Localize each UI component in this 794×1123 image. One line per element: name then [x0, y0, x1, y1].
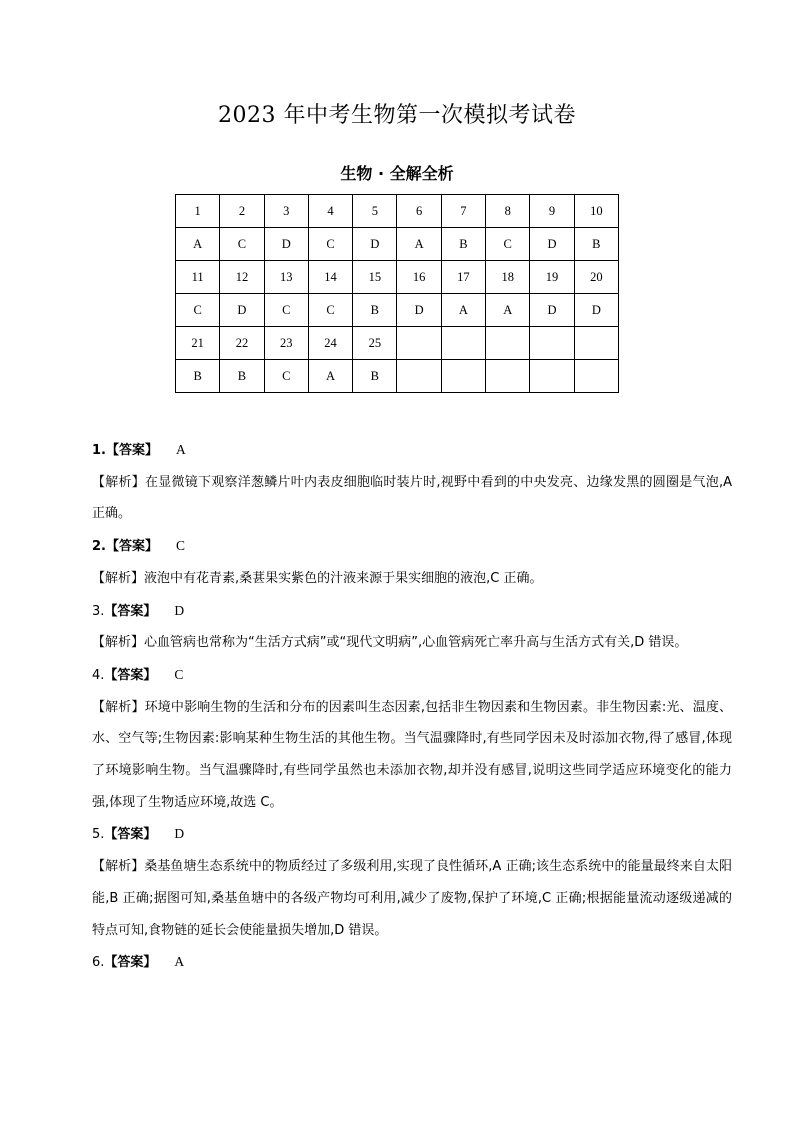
- explanation-tag: 【解析】: [92, 635, 145, 651]
- question-number: 3.: [92, 603, 105, 619]
- question-number-cell: 2: [220, 195, 264, 228]
- answer-row: [176, 360, 619, 393]
- answer-cell: D: [574, 294, 618, 327]
- answer-row: [176, 228, 619, 261]
- answer-line: [92, 818, 732, 851]
- question-number-cell: 9: [530, 195, 574, 228]
- answer-cell: C: [264, 294, 308, 327]
- explanation-tag: 【解析】: [92, 699, 145, 715]
- answer-tag: 【答案】: [104, 955, 157, 971]
- explanation-tag: 【解析】: [92, 859, 145, 875]
- answer-value: C: [174, 666, 184, 682]
- answer-line: [92, 530, 732, 563]
- answer-cell: A: [441, 294, 485, 327]
- question-number-cell: 20: [574, 261, 618, 294]
- question-number-cell: 6: [397, 195, 441, 228]
- question-number-cell: 24: [308, 327, 352, 360]
- answer-table: [175, 194, 619, 393]
- answer-tag: 【答案】: [105, 539, 158, 555]
- question-number-cell: 23: [264, 327, 308, 360]
- answer-row: [176, 294, 619, 327]
- question-number: 6.: [92, 955, 105, 971]
- answer-cell: B: [574, 228, 618, 261]
- question-number-cell: [397, 327, 441, 360]
- question-number-cell: 14: [308, 261, 352, 294]
- question-number-cell: 17: [441, 261, 485, 294]
- answer-cell: B: [441, 228, 485, 261]
- question-number-cell: 21: [176, 327, 220, 360]
- question-list: [92, 434, 732, 979]
- answer-cell: C: [486, 228, 530, 261]
- explanation-paragraph: [92, 692, 732, 819]
- page-title: 2023 年中考生物第一次模拟考试卷: [218, 103, 576, 128]
- answer-value: D: [174, 826, 185, 842]
- answer-line: [92, 659, 732, 692]
- question-number: 5.: [92, 827, 105, 843]
- question-number-cell: [574, 327, 618, 360]
- explanation-text: 桑基鱼塘生态系统中的物质经过了多级利用,实现了良性循环,A 正确;该生态系统中的能量最终来自太阳能,B 正确;据图可知,桑基鱼塘中的各级产物均可利用,减少了废物,保护了环境,C 正确;根据能量流动逐级递减的特点可知,食物链的延长会使能量损失增加,D 错误。: [92, 859, 732, 938]
- explanation-paragraph: [92, 563, 732, 595]
- page-subtitle: 生物 · 全解全析: [340, 164, 454, 183]
- question-number-cell: 18: [486, 261, 530, 294]
- answer-cell: C: [308, 228, 352, 261]
- answer-cell: B: [220, 360, 264, 393]
- answer-tag: 【答案】: [105, 443, 158, 458]
- question-number-cell: [441, 327, 485, 360]
- question-number-cell: 13: [264, 261, 308, 294]
- question-number-row: [176, 327, 619, 360]
- answer-cell: [530, 360, 574, 393]
- answer-value: D: [174, 602, 185, 618]
- question-number-cell: 10: [574, 195, 618, 228]
- answer-cell: [397, 360, 441, 393]
- question-number-cell: 16: [397, 261, 441, 294]
- answer-cell: [574, 360, 618, 393]
- answer-cell: B: [353, 360, 397, 393]
- answer-line: [92, 946, 732, 979]
- answer-cell: D: [353, 228, 397, 261]
- question-number-cell: [530, 327, 574, 360]
- question-number-cell: 12: [220, 261, 264, 294]
- answer-tag: 【答案】: [104, 827, 157, 843]
- answer-cell: C: [308, 294, 352, 327]
- answer-cell: C: [176, 294, 220, 327]
- explanation-text: 心血管病也常称为“生活方式病”或“现代文明病”,心血管病死亡率升高与生活方式有关,D 错误。: [144, 635, 688, 651]
- answer-line: [92, 434, 732, 467]
- answer-cell: C: [264, 360, 308, 393]
- question-number-cell: 11: [176, 261, 220, 294]
- question-number-cell: 22: [220, 327, 264, 360]
- answer-cell: B: [353, 294, 397, 327]
- explanation-text: 环境中影响生物的生活和分布的因素叫生态因素,包括非生物因素和生物因素。非生物因素:光、温度、水、空气等;生物因素:影响某种生物生活的其他生物。当气温骤降时,有些同学因未及时添加衣物,得了感冒,体现了环境影响生物。当气温骤降时,有些同学虽然也未添加衣物,却并没有感冒,说明这些同学适应环境变化的能力强,体现了生物适应环境,故选 C。: [92, 699, 732, 810]
- question-number: 1.: [92, 443, 106, 458]
- question-number: 2.: [92, 539, 106, 555]
- answer-cell: C: [220, 228, 264, 261]
- explanation-tag: 【解析】: [92, 570, 145, 586]
- answer-value: C: [176, 538, 186, 554]
- explanation-paragraph: [92, 851, 732, 946]
- answer-cell: D: [530, 294, 574, 327]
- answer-cell: D: [264, 228, 308, 261]
- answer-line: [92, 595, 732, 628]
- question-number-cell: 19: [530, 261, 574, 294]
- question-number-cell: 15: [353, 261, 397, 294]
- question-number-cell: 8: [486, 195, 530, 228]
- question-number-cell: 25: [353, 327, 397, 360]
- answer-cell: A: [486, 294, 530, 327]
- answer-cell: [486, 360, 530, 393]
- question-number-row: [176, 195, 619, 228]
- answer-tag: 【答案】: [104, 667, 157, 683]
- question-number-cell: 5: [353, 195, 397, 228]
- answer-cell: D: [220, 294, 264, 327]
- answer-cell: D: [530, 228, 574, 261]
- answer-cell: [441, 360, 485, 393]
- question-number-row: [176, 261, 619, 294]
- question-number-cell: 1: [176, 195, 220, 228]
- question-number-cell: 4: [308, 195, 352, 228]
- answer-cell: A: [397, 228, 441, 261]
- answer-value: A: [174, 954, 185, 970]
- answer-cell: A: [176, 228, 220, 261]
- answer-cell: D: [397, 294, 441, 327]
- question-number-cell: [486, 327, 530, 360]
- explanation-paragraph: [92, 627, 732, 659]
- question-number: 4.: [92, 667, 105, 683]
- answer-cell: A: [308, 360, 352, 393]
- explanation-tag: 【解析】: [92, 474, 145, 490]
- answer-cell: B: [176, 360, 220, 393]
- explanation-paragraph: [92, 467, 732, 530]
- answer-value: A: [176, 442, 186, 457]
- question-number-cell: 7: [441, 195, 485, 228]
- explanation-text: 液泡中有花青素,桑葚果实紫色的汁液来源于果实细胞的液泡,C 正确。: [144, 570, 543, 586]
- question-number-cell: 3: [264, 195, 308, 228]
- answer-tag: 【答案】: [104, 603, 157, 619]
- explanation-text: 在显微镜下观察洋葱鳞片叶内表皮细胞临时装片时,视野中看到的中央发亮、边缘发黑的圆圈是气泡,A 正确。: [92, 474, 732, 522]
